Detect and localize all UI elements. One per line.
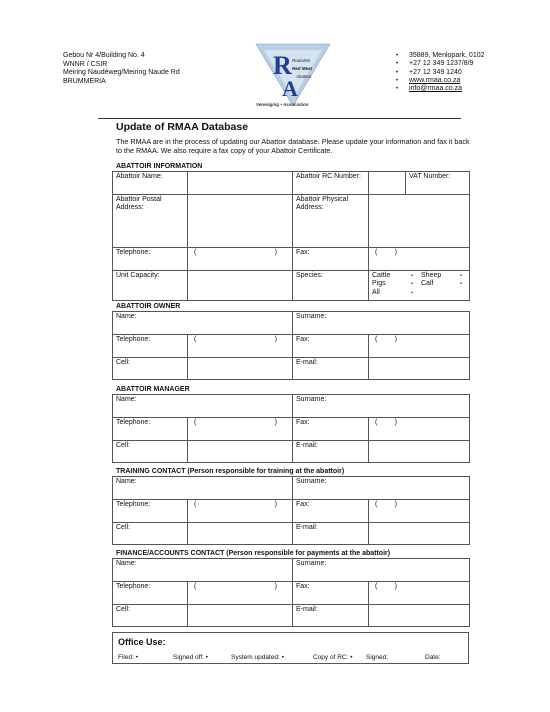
fax-label: Fax: [293,500,369,523]
filed-checkbox[interactable]: Filed: • [118,654,138,661]
bullet: • [396,77,399,84]
telephone-label: Telephone: [113,335,188,358]
telephone-field[interactable]: ( ) [188,248,293,271]
physical-address-field[interactable] [369,195,470,248]
physical-address-label: Abattoir Physical Address: [293,195,369,248]
fax-label: Fax: [293,335,369,358]
logo-tagline: Vereniging • Association [256,102,309,107]
rc-number-label: Abattoir RC Number: [293,172,369,195]
svg-text:Abattoir: Abattoir [296,74,312,79]
bullet: • [396,61,399,68]
contact-item [396,52,485,60]
email-label: E-mail: [293,523,369,545]
telephone-label: Telephone: [113,500,188,523]
telephone-label: Telephone: [113,418,188,441]
fax-label: Fax: [293,248,369,271]
surname-label: Surname: [296,478,327,485]
sender-address [63,52,180,86]
fax-field[interactable]: ( ) [369,248,470,271]
address-line: BRUMMERIA [63,77,106,85]
signed-off-checkbox[interactable]: Signed off: • [173,654,209,661]
email-label: E-mail: [293,358,369,380]
cell-field[interactable] [188,605,293,627]
name-label: Name: [116,313,137,320]
bullet: • [396,69,399,76]
office-use-box [112,632,469,664]
fax-field[interactable]: ( ) [369,335,470,358]
postal-address-label: Abattoir Postal Address: [113,195,188,248]
signed-field[interactable]: Signed: [366,654,389,661]
cell-field[interactable] [188,441,293,463]
svg-text:Red Meat: Red Meat [292,66,313,71]
telephone-field[interactable]: ( ) [188,582,293,605]
intro-text: The RMAA are in the process of updating our Abattoir database. Please update your information and fax it back to the RMAA. We also require a fax copy of your Abattoir Certificate. [116,137,470,155]
species-option-sheep[interactable]: Sheep • [421,272,462,279]
name-label: Name: [116,478,137,485]
copy-of-rc-checkbox[interactable]: Copy of RC: • [313,654,353,661]
checkbox-bullet[interactable]: • [460,273,462,279]
contact-list [396,52,485,93]
page-title: Update of RMAA Database [116,121,249,133]
name-label: Name: [116,396,137,403]
fax-field[interactable]: ( ) [369,582,470,605]
telephone-number: +27 12 349 1237/8/9 [409,60,474,68]
checkbox-bullet[interactable]: • [411,273,413,279]
surname-field[interactable] [293,477,470,500]
contact-table [112,558,470,627]
email-field[interactable] [369,605,470,627]
name-label: Name: [116,560,137,567]
surname-label: Surname: [296,560,327,567]
svg-text:Rooivleis: Rooivleis [292,58,311,63]
address-line: Gebou Nr 4/Building No. 4 [63,52,145,59]
bullet: • [396,53,399,59]
cell-label: Cell: [113,358,188,380]
section-heading: TRAINING CONTACT (Person responsible for training at the abattoir) [116,468,345,475]
species-option-calf[interactable]: Calf • [421,280,462,288]
unit-capacity-label: Unit Capacity: [113,271,188,301]
fax-field[interactable]: ( ) [369,500,470,523]
svg-text:R: R [273,51,292,80]
name-field[interactable] [113,559,293,582]
bullet: • [396,86,399,93]
name-field[interactable] [113,312,293,335]
checkbox-bullet[interactable]: • [411,289,413,296]
abattoir-info-table [112,171,470,301]
cell-label: Cell: [113,605,188,627]
cell-label: Cell: [113,441,188,463]
contact-item[interactable] [396,77,485,85]
address-line: WNNR / CSIR [63,60,108,68]
fax-label: Fax: [293,582,369,605]
abattoir-name-label: Abattoir Name: [113,172,188,195]
header-divider [98,118,461,119]
species-option-all[interactable]: All • [372,288,413,296]
surname-field[interactable] [293,559,470,582]
section-heading: ABATTOIR OWNER [116,303,181,310]
surname-label: Surname: [296,396,327,403]
cell-field[interactable] [188,523,293,545]
contact-table [112,311,470,380]
vat-number-label: VAT Number: [409,173,451,180]
surname-label: Surname: [296,313,327,320]
email-field[interactable] [369,441,470,463]
checkbox-bullet[interactable]: • [411,281,413,288]
email-link[interactable]: info@rmaa.co.za [409,85,463,93]
vat-number-field[interactable] [406,172,470,195]
rc-number-field[interactable] [369,172,406,195]
contact-table [112,394,470,463]
surname-field[interactable] [293,312,470,335]
section-heading: ABATTOIR INFORMATION [116,163,203,170]
surname-field[interactable] [293,395,470,418]
telephone-field[interactable]: ( ) [188,335,293,358]
system-updated-checkbox[interactable]: System updated: • [231,654,284,661]
telephone-label: Telephone: [113,248,188,271]
species-option-pigs[interactable]: Pigs • [372,280,413,288]
contact-table [112,476,470,545]
address-line: Meiring Naudéweg/Meiring Naude Rd [63,69,180,77]
office-use-heading: Office Use: [118,637,166,647]
unit-capacity-field[interactable] [188,271,293,301]
contact-item [396,69,485,77]
section-heading: ABATTOIR MANAGER [116,386,190,393]
species-options [369,271,470,301]
cell-field[interactable] [188,358,293,380]
svg-text:A: A [282,76,298,101]
name-field[interactable] [113,395,293,418]
postal-address-field[interactable] [188,195,293,248]
contact-item[interactable] [396,85,485,93]
telephone-field[interactable]: ( ) [188,500,293,523]
email-field[interactable] [369,523,470,545]
species-option-cattle[interactable]: Cattle • [372,272,413,279]
fax-label: Fax: [293,418,369,441]
telephone-field[interactable]: ( ) [188,418,293,441]
fax-number: +27 12 349 1240 [409,68,462,76]
abattoir-name-field[interactable] [188,172,293,195]
species-label: Species: [293,271,369,301]
po-box: 35889, Menlopark, 0102 [409,52,485,59]
date-field[interactable]: Date: [425,654,441,661]
website-link[interactable]: www.rmaa.co.za [409,76,461,84]
name-field[interactable] [113,477,293,500]
fax-field[interactable]: ( ) [369,418,470,441]
cell-label: Cell: [113,523,188,545]
contact-item [396,60,485,68]
section-heading: FINANCE/ACCOUNTS CONTACT (Person responsible for payments at the abattoir) [116,550,391,557]
telephone-label: Telephone: [113,582,188,605]
email-label: E-mail: [293,605,369,627]
email-field[interactable] [369,358,470,380]
checkbox-bullet[interactable]: • [460,281,462,288]
email-label: E-mail: [293,441,369,463]
